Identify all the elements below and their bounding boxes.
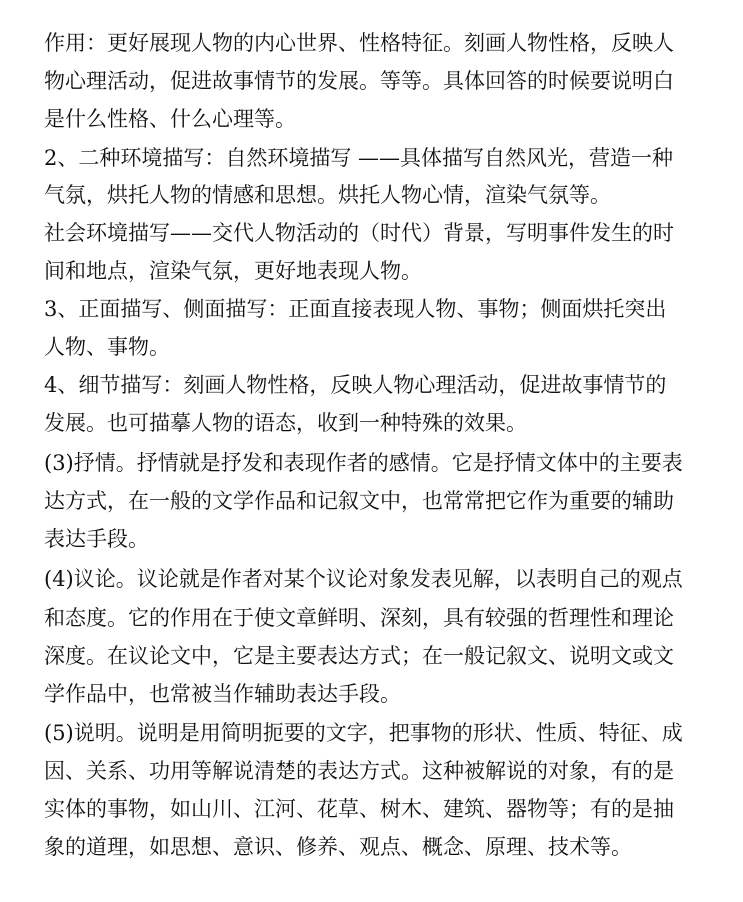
text-line: 作用：更好展现人物的内心世界、性格特征。刻画人物性格，反映人 — [44, 31, 674, 55]
text-line: 象的道理，如思想、意识、修养、观点、概念、原理、技术等。 — [44, 835, 632, 859]
text-line: 达方式，在一般的文学作品和记叙文中，也常常把它作为重要的辅助 — [44, 489, 674, 513]
text-line: 因、关系、功用等解说清楚的表达方式。这种被解说的对象，有的是 — [44, 759, 674, 783]
text-line: 实体的事物，如山川、江河、花草、树木、建筑、器物等；有的是抽 — [44, 797, 674, 821]
text-line: 表达手段。 — [44, 527, 149, 551]
text-line: 2、二种环境描写：自然环境描写 ——具体描写自然风光，营造一种 — [44, 146, 674, 170]
text-line: 学作品中，也常被当作辅助表达手段。 — [44, 682, 401, 706]
text-line: 是什么性格、什么心理等。 — [44, 107, 296, 131]
text-line: (5)说明。说明是用简明扼要的文字，把事物的形状、性质、特征、成 — [44, 721, 683, 745]
text-line: 发展。也可描摹人物的语态，收到一种特殊的效果。 — [44, 411, 527, 435]
text-line: 和态度。它的作用在于使文章鲜明、深刻，具有较强的哲理性和理论 — [44, 606, 674, 630]
text-line: 3、正面描写、侧面描写：正面直接表现人物、事物；侧面烘托突出 — [44, 297, 667, 321]
text-line: 社会环境描写——交代人物活动的（时代）背景，写明事件发生的时 — [44, 221, 674, 245]
text-line: 气氛，烘托人物的情感和思想。烘托人物心情，渲染气氛等。 — [44, 183, 611, 207]
text-line: (4)议论。议论就是作者对某个议论对象发表见解，以表明自己的观点 — [44, 567, 683, 591]
text-line: 间和地点，渲染气氛，更好地表现人物。 — [44, 259, 422, 283]
text-line: 深度。在议论文中，它是主要表达方式；在一般记叙文、说明文或文 — [44, 644, 674, 668]
text-line: (3)抒情。抒情就是抒发和表现作者的感情。它是抒情文体中的主要表 — [44, 451, 683, 475]
text-line: 物心理活动，促进故事情节的发展。等等。具体回答的时候要说明白 — [44, 69, 674, 93]
text-line: 4、细节描写：刻画人物性格，反映人物心理活动，促进故事情节的 — [44, 373, 667, 397]
text-line: 人物、事物。 — [44, 335, 170, 359]
